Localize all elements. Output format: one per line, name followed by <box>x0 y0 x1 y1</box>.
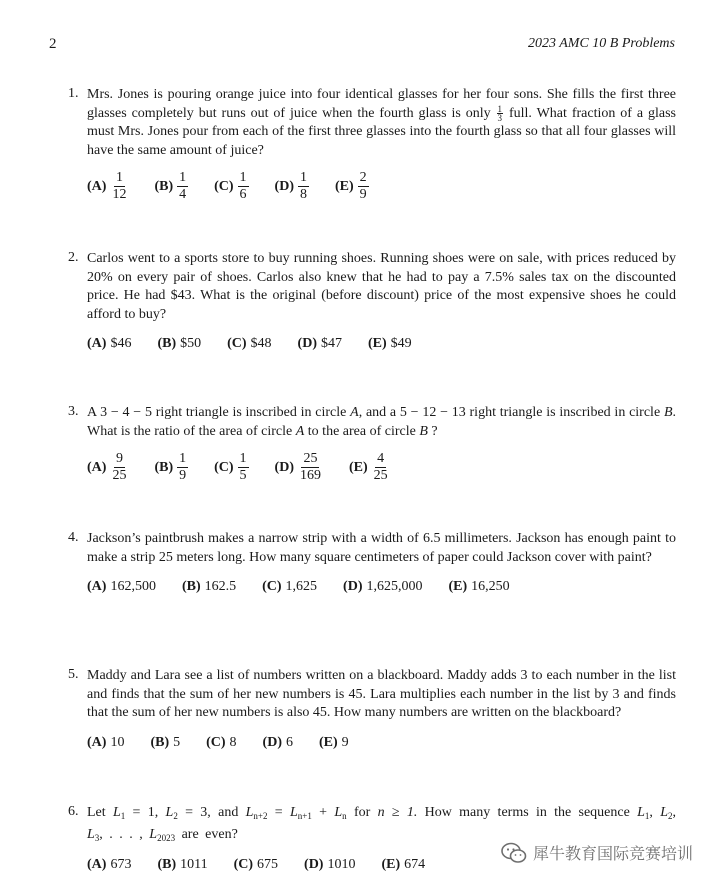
choice-b: (B) $\frac{1}{9}$ <box>154 451 187 483</box>
watermark-text: 犀牛教育国际竞赛培训 <box>532 844 693 863</box>
choice-c: (C) $\frac{1}{6}$ <box>214 170 247 202</box>
choice-c: (C) 1,625 <box>262 579 318 594</box>
answer-choices <box>87 579 676 595</box>
choice-c: (C) $\frac{1}{5}$ <box>214 451 247 483</box>
choice-a: (A) $\frac{9}{25}$ <box>87 451 127 483</box>
choice-e: (E) 9 <box>318 734 349 750</box>
choice-d: (D) 6 <box>262 734 293 750</box>
problem-1 <box>68 86 676 203</box>
choice-a: (A) $46 <box>87 336 132 351</box>
choice-a: (A) $\frac{1}{12}$ <box>87 170 127 202</box>
choice-b: (B) 162.5 <box>181 579 237 594</box>
choice-c: (C) $48 <box>227 336 272 351</box>
choice-a: (A) 162,500 <box>87 579 156 594</box>
answer-choices <box>87 170 676 203</box>
choice-b: (B) 5 <box>150 734 181 750</box>
problem-text: Maddy and Lara see a list of numbers written on a blackboard. Maddy adds 3 to each number in the list and finds that the sum of her new numbers is 45. Lara multiplies each number in the list by 3 and finds that the sum of her new numbers is also 45. How many numbers are written on the blackboard? <box>87 668 676 720</box>
problem-number: 1. <box>68 86 79 101</box>
problem-number: 2. <box>68 250 79 265</box>
choice-e: (E) $49 <box>367 336 412 351</box>
choice-b: (B) $\frac{1}{4}$ <box>154 170 187 202</box>
wechat-icon <box>501 842 527 864</box>
problem-text: A 3 − 4 − 5 right triangle is inscribed in circle A, and a 5 − 12 − 13 right triangle is inscribed in circle B. What is the ratio of the area of circle A to the area of circle B ? <box>87 405 676 439</box>
choice-b: (B) 1011 <box>157 857 208 872</box>
page-number: 2 <box>49 36 57 52</box>
problem-5 <box>68 667 676 751</box>
problem-text: Carlos went to a sports store to buy running shoes. Running shoes were on sale, with prices reduced by 20% on every pair of shoes. Carlos also knew that he had to pay a 7.5% sales tax on the discounted price. He had $43. What is the original (before discount) price of the most expensive shoes he could afford to buy? <box>87 251 676 322</box>
choice-d: (D) $47 <box>297 336 342 351</box>
problem-3 <box>68 404 676 484</box>
watermark <box>501 841 693 864</box>
choice-c: (C) 675 <box>233 857 279 872</box>
problem-4 <box>68 530 676 595</box>
choice-d: (D) 1,625,000 <box>343 579 423 594</box>
choice-e: (E) $\frac{4}{25}$ <box>348 451 388 483</box>
running-title: 2023 AMC 10 B Problems <box>528 36 675 51</box>
choice-d: (D) 1010 <box>304 857 356 872</box>
choice-e: (E) 16,250 <box>448 579 510 594</box>
choice-b: (B) $50 <box>157 336 202 351</box>
problem-text: Let $L_1 = 1$, $L_2 = 3$, and $L_{n+2} = L_{n+1} + L_n$ for n ≥ 1. How many terms in the sequence $L_1$, $L_2$, $L_3$, . . . , $L_{2023}$ are even? <box>87 805 677 843</box>
choice-a: (A) 10 <box>87 734 125 750</box>
choice-a: (A) 673 <box>87 857 132 872</box>
problem-text: Mrs. Jones is pouring orange juice into four identical glasses for her four sons. She fills the first three glasses completely but runs out of juice when the fourth glass is only $\frac{1}{3}$ full. What fraction of a glass must Mrs. Jones pour from each of the first three glasses into the fourth glass so that all four glasses will have the same amount of juice? <box>87 87 677 158</box>
problem-number: 6. <box>68 804 79 819</box>
problem-number: 5. <box>68 667 79 682</box>
choice-c: (C) 8 <box>206 734 237 750</box>
answer-choices <box>87 735 676 751</box>
choice-d: (D) $\frac{25}{169}$ <box>274 451 321 483</box>
answer-choices <box>87 451 676 484</box>
choice-d: (D) $\frac{1}{8}$ <box>274 170 307 202</box>
inline-fraction: $\frac{1}{3}$ <box>497 103 503 123</box>
choice-e: (E) $\frac{2}{9}$ <box>334 170 367 202</box>
choice-e: (E) 674 <box>381 857 426 872</box>
problem-number: 3. <box>68 404 79 419</box>
problem-text: Jackson’s paintbrush makes a narrow strip with a width of 6.5 millimeters. Jackson has enough paint to make a strip 25 meters long. How many square centimeters of paper could Jackson cover with paint? <box>87 531 676 565</box>
problem-2 <box>68 250 676 352</box>
problem-number: 4. <box>68 530 79 545</box>
answer-choices <box>87 336 676 352</box>
